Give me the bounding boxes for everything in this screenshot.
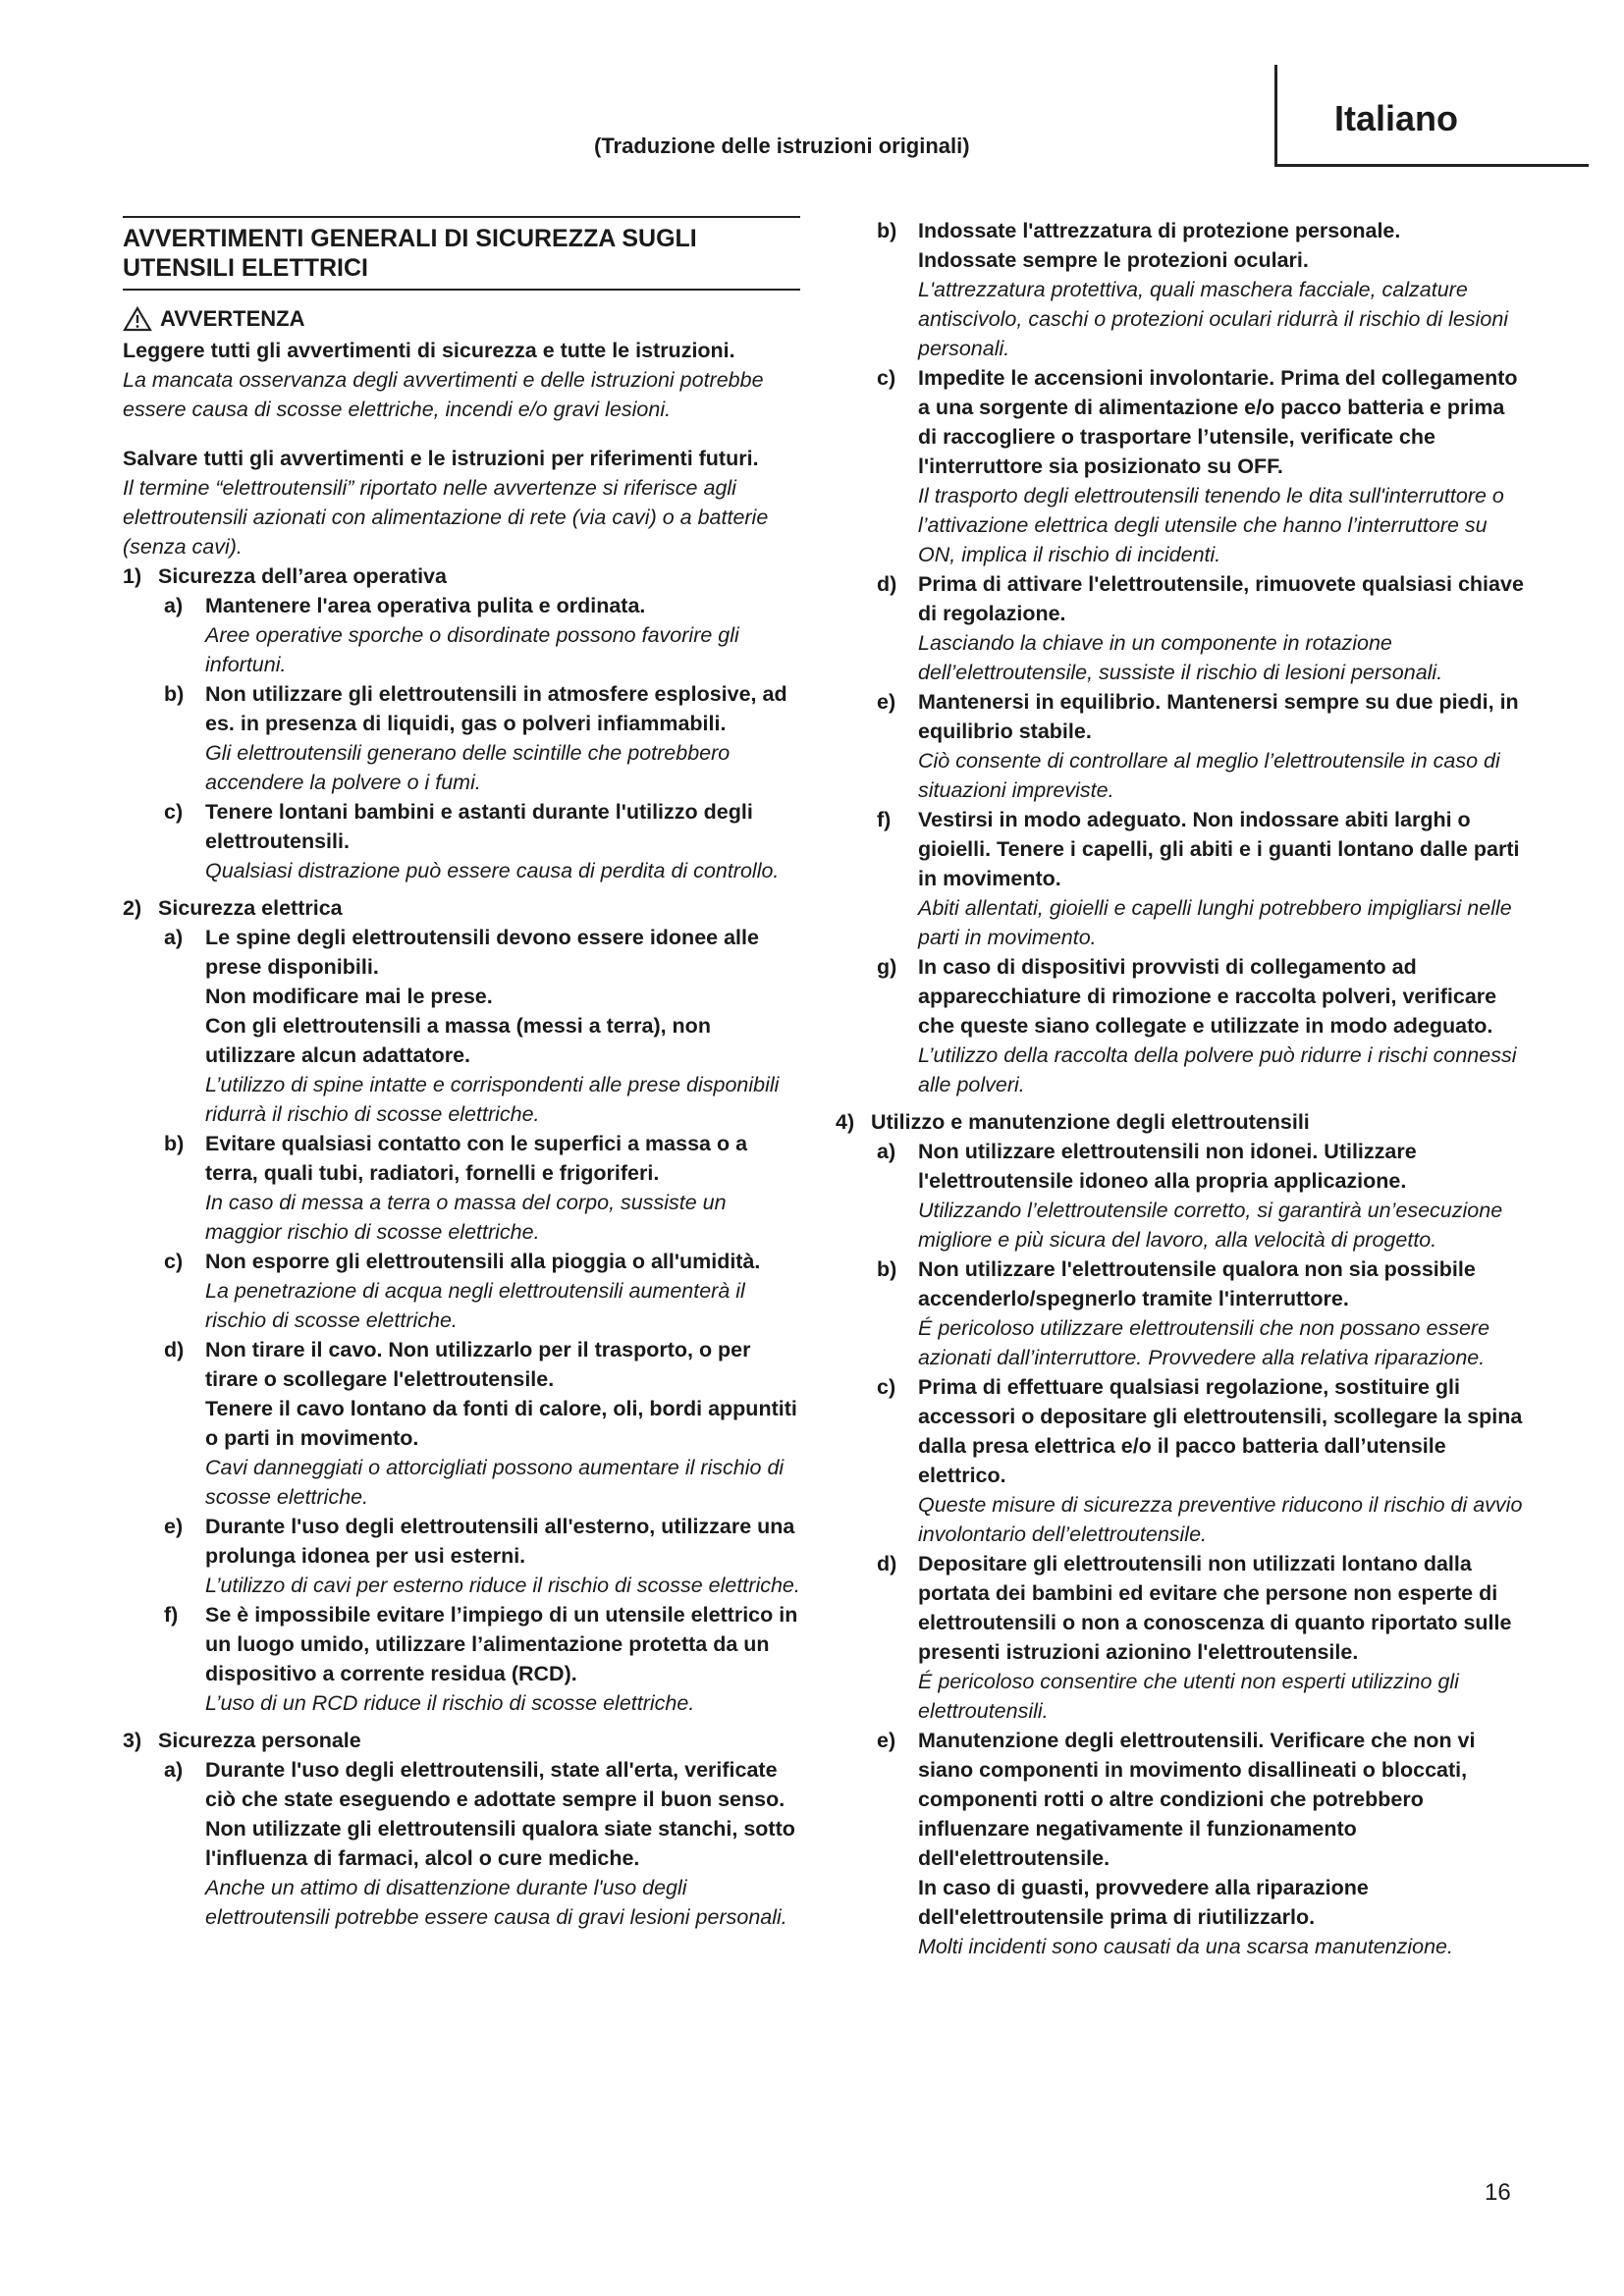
item-1a-note: Aree operative sporche o disordinate possono favorire gli infortuni.: [205, 623, 739, 676]
item-1c-note: Qualsiasi distrazione può essere causa di perdita di controllo.: [205, 859, 780, 882]
term-definition: Il termine “elettroutensili” riportato nelle avvertenze si riferisce agli elettroutensili azionati con alimentazione di rete (via cavi) o a batterie (senza cavi).: [123, 476, 769, 559]
item-4d-note: É pericoloso consentire che utenti non esperti utilizzino gli elettroutensili.: [918, 1670, 1459, 1723]
item-3e: e) Mantenersi in equilibrio. Mantenersi sempre su due piedi, in equilibrio stabile.: [877, 690, 1519, 743]
item-3g: g) In caso di dispositivi provvisti di collegamento ad apparecchiature di rimozione e raccolta polveri, verificare che queste siano collegate e utilizzate in modo adeguato.: [877, 955, 1497, 1038]
item-2a-note: L’utilizzo di spine intatte e corrispondenti alle prese disponibili ridurrà il rischio di scosse elettriche.: [205, 1073, 780, 1126]
item-3a-note: Anche un attimo di disattenzione durante l'uso degli elettroutensili potrebbe essere causa di gravi lesioni personali.: [205, 1876, 787, 1929]
item-4a: a) Non utilizzare elettroutensili non idonei. Utilizzare l'elettroutensile idoneo alla propria applicazione.: [877, 1140, 1417, 1193]
item-2e: e) Durante l'uso degli elettroutensili all'esterno, utilizzare una prolunga idonea per usi esterni.: [164, 1515, 795, 1568]
item-3b: b) Indossate l'attrezzatura di protezione personale.: [877, 219, 1401, 242]
item-3b-bold2: Indossate sempre le protezioni oculari.: [918, 248, 1309, 272]
item-2f: f) Se è impossibile evitare l’impiego di un utensile elettrico in un luogo umido, utilizzare l’alimentazione protetta da un dispositivo a corrente residua (RCD).: [164, 1603, 798, 1685]
item-4c-note: Queste misure di sicurezza preventive riducono il rischio di avvio involontario dell’elettroutensile.: [918, 1493, 1523, 1546]
item-2a: a) Le spine degli elettroutensili devono essere idonee alle prese disponibili.: [164, 926, 759, 979]
item-1a: a) Mantenere l'area operativa pulita e ordinata.: [164, 594, 646, 617]
item-2d-bold2: Tenere il cavo lontano da fonti di calore, oli, bordi appuntiti o parti in movimento.: [205, 1397, 797, 1450]
item-3g-note: L’utilizzo della raccolta della polvere può ridurre i rischi connessi alle polveri.: [918, 1043, 1517, 1096]
item-2b-note: In caso di messa a terra o massa del corpo, sussiste un maggior rischio di scosse elettriche.: [205, 1191, 727, 1244]
warning-triangle-icon: [123, 306, 152, 332]
item-2d-note: Cavi danneggiati o attorcigliati possono aumentare il rischio di scosse elettriche.: [205, 1456, 785, 1509]
item-4c: c) Prima di effettuare qualsiasi regolazione, sostituire gli accessori o depositare gli elettroutensili, scollegare la spina dalla presa elettrica e/o il pacco batteria dall’utensile elettrico.: [877, 1375, 1523, 1487]
item-3f-note: Abiti allentati, gioielli e capelli lunghi potrebbero impigliarsi nelle parti in movimento.: [918, 896, 1512, 949]
item-3c-note: Il trasporto degli elettroutensili tenendo le dita sull'interruttore o l’attivazione elettrica degli utensile che hanno l’interruttore su ON, implica il rischio di incidenti.: [918, 484, 1504, 566]
section-1-heading: 1) Sicurezza dell’area operativa: [123, 564, 447, 588]
right-column: [836, 216, 1525, 1961]
item-3f: f) Vestirsi in modo adeguato. Non indossare abiti larghi o gioielli. Tenere i capelli, gli abiti e i guanti lontano dalle parti in movimento.: [877, 808, 1520, 890]
section-title: AVVERTIMENTI GENERALI DI SICUREZZA SUGLI UTENSILI ELETTRICI: [123, 216, 800, 291]
item-2b: b) Evitare qualsiasi contatto con le superfici a massa o a terra, quali tubi, radiatori, fornelli e frigoriferi.: [164, 1132, 748, 1185]
item-3a: a) Durante l'uso degli elettroutensili, state all'erta, verificate ciò che state eseguendo e adottate sempre il buon senso.: [164, 1758, 785, 1811]
item-2e-note: L’utilizzo di cavi per esterno riduce il rischio di scosse elettriche.: [205, 1574, 800, 1597]
item-3d: d) Prima di attivare l'elettroutensile, rimuovete qualsiasi chiave di regolazione.: [877, 572, 1524, 625]
section-2-heading: 2) Sicurezza elettrica: [123, 896, 343, 920]
item-2f-note: L’uso di un RCD riduce il rischio di scosse elettriche.: [205, 1691, 695, 1715]
item-3d-note: Lasciando la chiave in un componente in rotazione dell’elettroutensile, sussiste il rischio di lesioni personali.: [918, 631, 1443, 684]
item-4e-note: Molti incidenti sono causati da una scarsa manutenzione.: [918, 1935, 1453, 1958]
item-1c: c) Tenere lontani bambini e astanti durante l'utilizzo degli elettroutensili.: [164, 800, 753, 853]
item-1b: b) Non utilizzare gli elettroutensili in atmosfere esplosive, ad es. in presenza di liquidi, gas o polveri infiammabili.: [164, 682, 787, 735]
item-2c: c) Non esporre gli elettroutensili alla pioggia o all'umidità.: [164, 1250, 761, 1273]
warning-italic: La mancata osservanza degli avvertimenti e delle istruzioni potrebbe essere causa di scosse elettriche, incendi e/o gravi lesioni.: [123, 368, 764, 421]
warning-heading: [123, 304, 800, 334]
section-4-heading: 4) Utilizzo e manutenzione degli elettroutensili: [836, 1110, 1310, 1134]
item-4e: e) Manutenzione degli elettroutensili. Verificare che non vi siano componenti in movimento disallineati o bloccati, componenti rotti o altre condizioni che potrebbero influenzare negativamente il funzionamento dell'elettroutensile.: [877, 1729, 1476, 1870]
left-column: [123, 216, 800, 1932]
language-label: Italiano: [1334, 98, 1459, 138]
item-2a-bold2: Non modificare mai le prese.: [205, 985, 493, 1008]
item-3c: c) Impedite le accensioni involontarie. Prima del collegamento a una sorgente di alimentazione e/o pacco batteria e prima di raccogliere o trasportare l’utensile, verificate che l'interruttore sia posizionato su OFF.: [877, 366, 1518, 478]
warning-label: AVVERTENZA: [160, 306, 305, 331]
item-3b-note: L'attrezzatura protettiva, quali maschera facciale, calzature antiscivolo, caschi o protezioni oculari ridurrà il rischio di lesioni personali.: [918, 278, 1509, 360]
item-2c-note: La penetrazione di acqua negli elettroutensili aumenterà il rischio di scosse elettriche.: [205, 1279, 745, 1332]
item-4e-bold2: In caso di guasti, provvedere alla riparazione dell'elettroutensile prima di riutilizzarlo.: [918, 1876, 1369, 1929]
language-tab: [1274, 65, 1589, 167]
document-subtitle: (Traduzione delle istruzioni originali): [594, 133, 970, 158]
item-1b-note: Gli elettroutensili generano delle scintille che potrebbero accendere la polvere o i fumi.: [205, 741, 731, 794]
item-4b-note: É pericoloso utilizzare elettroutensili che non possano essere azionati dall’interruttore. Provvedere alla relativa riparazione.: [918, 1316, 1490, 1369]
section-3-heading: 3) Sicurezza personale: [123, 1729, 361, 1752]
save-instructions: Salvare tutti gli avvertimenti e le istruzioni per riferimenti futuri.: [123, 447, 759, 470]
item-4b: b) Non utilizzare l'elettroutensile qualora non sia possibile accenderlo/spegnerlo tramite l'interruttore.: [877, 1257, 1476, 1310]
item-2d: d) Non tirare il cavo. Non utilizzarlo per il trasporto, o per tirare o scollegare l'elettroutensile.: [164, 1338, 751, 1391]
item-4d: d) Depositare gli elettroutensili non utilizzati lontano dalla portata dei bambini ed evitare che persone non esperte di elettroutensili o non a conoscenza di quanto riportato sulle presenti istruzioni azionino l'elettroutensile.: [877, 1552, 1512, 1664]
item-3e-note: Ciò consente di controllare al meglio l’elettroutensile in caso di situazioni impreviste.: [918, 749, 1500, 802]
item-3a-bold2: Non utilizzate gli elettroutensili qualora siate stanchi, sotto l'influenza di farmaci, alcol o cure mediche.: [205, 1817, 795, 1870]
item-4a-note: Utilizzando l’elettroutensile corretto, si garantirà un’esecuzione migliore e più sicura del lavoro, alla velocità di progetto.: [918, 1199, 1503, 1252]
page-number: 16: [1485, 2179, 1511, 2206]
warning-bold: Leggere tutti gli avvertimenti di sicurezza e tutte le istruzioni.: [123, 339, 735, 362]
item-2a-bold3: Con gli elettroutensili a massa (messi a terra), non utilizzare alcun adattatore.: [205, 1014, 711, 1067]
